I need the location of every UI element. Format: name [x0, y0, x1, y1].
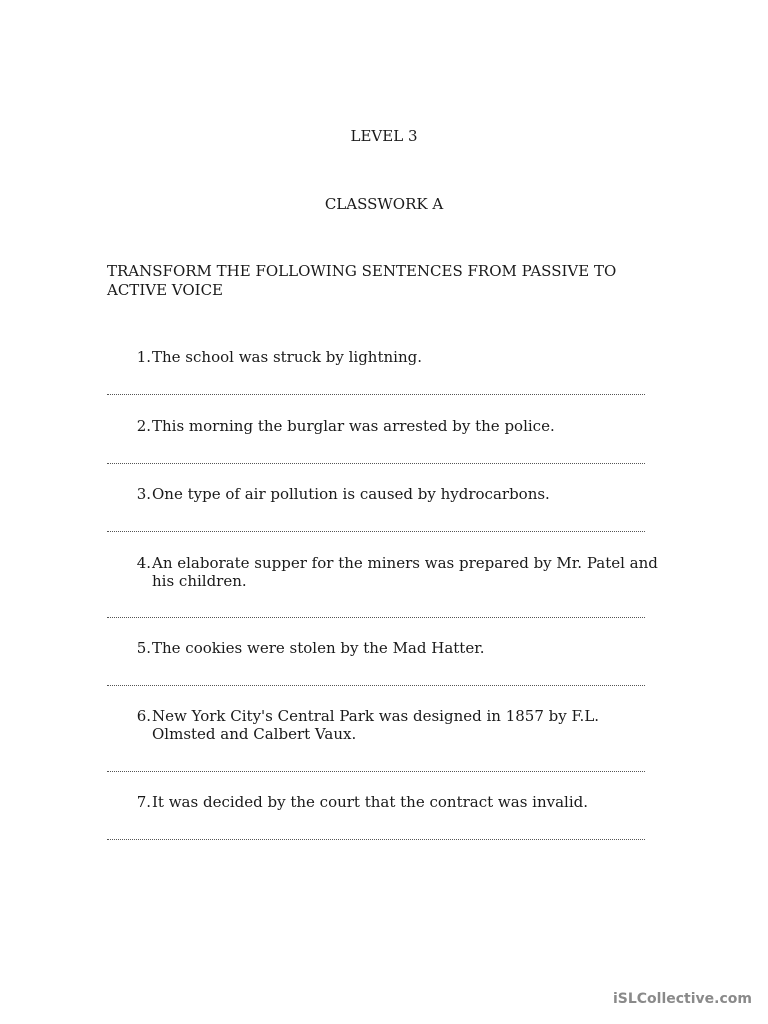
question-text: This morning the burglar was arrested by the police.: [152, 417, 555, 435]
question-text: One type of air pollution is caused by hydrocarbons.: [152, 485, 550, 503]
question-number: 7.: [136, 793, 151, 811]
question-3: [107, 485, 667, 503]
answer-line-2[interactable]: [107, 463, 645, 464]
question-number: 5.: [136, 639, 151, 657]
answer-line-1[interactable]: [107, 394, 645, 395]
answer-line-6[interactable]: [107, 771, 645, 772]
question-6: [107, 707, 667, 743]
answer-line-3[interactable]: [107, 531, 645, 532]
question-number: 4.: [136, 554, 151, 572]
question-2: [107, 417, 667, 435]
watermark: iSLCollective.com: [612, 991, 752, 1007]
question-text: It was decided by the court that the contract was invalid.: [152, 793, 589, 811]
question-4: [107, 554, 667, 590]
question-text: New York City's Central Park was designed in 1857 by F.L. Olmsted and Calbert Vaux.: [152, 707, 600, 743]
level-heading: LEVEL 3: [350, 127, 418, 145]
question-number: 1.: [136, 348, 151, 366]
question-number: 2.: [136, 417, 151, 435]
question-1: [107, 348, 667, 366]
question-text: An elaborate supper for the miners was prepared by Mr. Patel and his children.: [152, 554, 658, 590]
answer-line-4[interactable]: [107, 617, 645, 618]
question-number: 6.: [136, 707, 151, 725]
answer-line-7[interactable]: [107, 839, 645, 840]
question-number: 3.: [136, 485, 151, 503]
question-text: The cookies were stolen by the Mad Hatter.: [152, 639, 485, 657]
question-5: [107, 639, 667, 657]
question-text: The school was struck by lightning.: [152, 348, 422, 366]
answer-line-5[interactable]: [107, 685, 645, 686]
question-7: [107, 793, 667, 811]
instructions: TRANSFORM THE FOLLOWING SENTENCES FROM PASSIVE TO ACTIVE VOICE: [107, 262, 617, 299]
classwork-heading: CLASSWORK A: [324, 195, 444, 213]
